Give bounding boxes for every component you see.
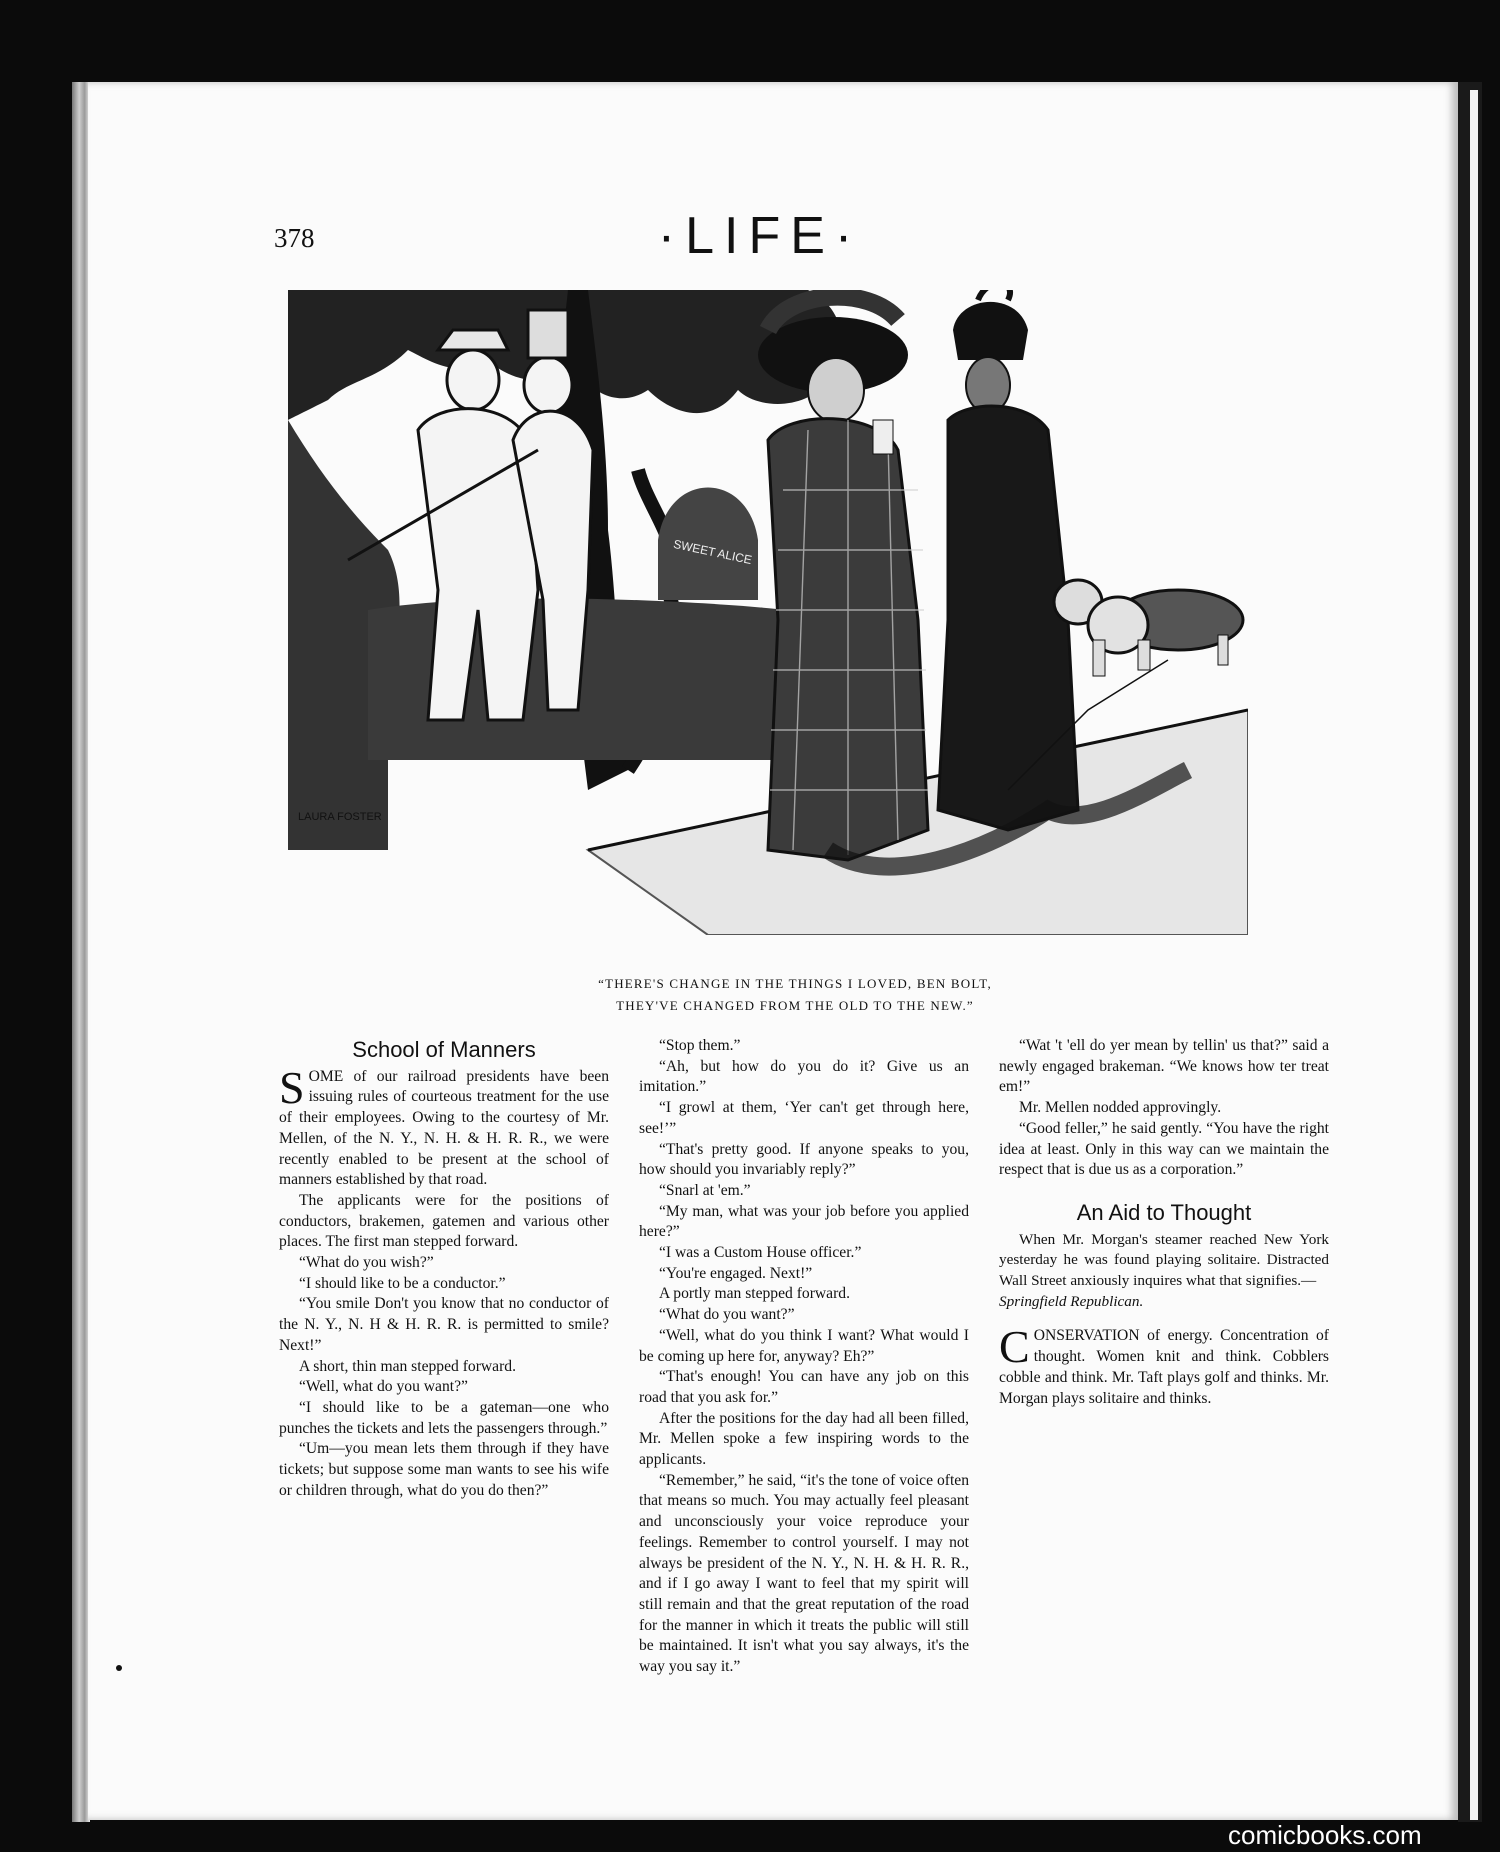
- caption-line-2: THEY'VE CHANGED FROM THE OLD TO THE NEW.”: [616, 998, 974, 1013]
- paragraph: “I should like to be a gateman—one who punches the tickets and lets the passengers through.”: [279, 1398, 609, 1437]
- paragraph: After the positions for the day had all been filled, Mr. Mellen spoke a few inspiring words to the applicants.: [639, 1409, 969, 1469]
- drop-cap-s: S: [279, 1061, 305, 1113]
- article-title-aid-to-thought: An Aid to Thought: [1076, 1199, 1252, 1225]
- paragraph: A portly man stepped forward.: [659, 1285, 850, 1303]
- next-page-edge: [1470, 90, 1478, 1820]
- paragraph: “Well, what do you think I want? What would I be coming up here for, anyway? Eh?”: [639, 1326, 969, 1365]
- paragraph: A short, thin man stepped forward.: [299, 1357, 516, 1375]
- article-title-school-of-manners: School of Manners: [352, 1037, 536, 1062]
- paragraph: “You're engaged. Next!”: [659, 1264, 813, 1282]
- aid-to-thought-attribution: Springfield Republican.: [999, 1292, 1144, 1310]
- cartoon-illustration: [288, 290, 1248, 935]
- paragraph: “I growl at them, ‘Yer can't get through here, see!’”: [639, 1099, 969, 1137]
- paragraph: “Well, what do you want?”: [299, 1378, 468, 1396]
- paragraph: “What do you want?”: [659, 1306, 795, 1324]
- paragraph: “Stop them.”: [659, 1037, 741, 1054]
- article-column-1: [279, 1037, 609, 1501]
- paragraph: “Snarl at 'em.”: [659, 1181, 751, 1199]
- paragraph: “That's pretty good. If anyone speaks to you, how should you invariably reply?”: [639, 1140, 969, 1179]
- conservation-text: ONSERVATION of energy. Concentration of thought. Women knit and think. Cobblers cobble and think. Mr. Taft plays golf and thinks. Mr. Morgan plays solitaire and thinks.: [999, 1327, 1329, 1407]
- page-number: 378: [274, 223, 315, 253]
- paragraph: “Um—you mean lets them through if they have tickets; but suppose some man wants to see his wife or children through, what do you do then?”: [279, 1440, 609, 1499]
- drop-cap-c: C: [999, 1321, 1030, 1373]
- illustration-caption: [560, 973, 1030, 1017]
- paragraph: “Ah, but how do you do it? Give us an imitation.”: [639, 1057, 969, 1096]
- paragraph: “Remember,” he said, “it's the tone of voice often that means so much. You may actually feel pleasant and unconsciously your voice reproduce your feelings. Remember to control yourself. I may not always be president of the N. Y., N. H. & H. R. R., and if I go away I want to feel that my spirit will still remain and that the great reputation of the road for the manner in which it treats the public will still be maintained. It isn't what you say always, it's the way you say it.”: [639, 1471, 969, 1676]
- paragraph: “I was a Custom House officer.”: [659, 1244, 862, 1262]
- paragraph: “What do you wish?”: [299, 1254, 434, 1272]
- aid-to-thought-text: When Mr. Morgan's steamer reached New York yesterday he was found playing solitaire. Distracted Wall Street anxiously inquires what that signifies.—: [999, 1230, 1329, 1290]
- gravestone-text: SWEET ALICE: [672, 536, 754, 568]
- paragraph: The applicants were for the positions of conductors, brakemen, gatemen and various other places. The first man stepped forward.: [279, 1191, 609, 1251]
- paragraph: “I should like to be a conductor.”: [299, 1274, 506, 1292]
- watermark: comicbooks.com: [1228, 1820, 1422, 1850]
- ink-dot: [116, 1665, 122, 1671]
- paragraph: Mr. Mellen nodded approvingly.: [1019, 1099, 1222, 1117]
- paragraph: “That's enough! You can have any job on this road that you ask for.”: [639, 1368, 969, 1406]
- aid-to-thought-body: [999, 1230, 1329, 1313]
- paragraph: “Wat 't 'ell do yer mean by tellin' us that?” said a newly engaged brakeman. “We knows how ter treat em!”: [999, 1037, 1329, 1096]
- paragraph: “Good feller,” he said gently. “You have the right idea at least. Only in this way can we maintain the respect that is due us as a corporation.”: [999, 1119, 1329, 1179]
- paragraph: “My man, what was your job before you applied here?”: [639, 1202, 969, 1241]
- article-column-3: [999, 1036, 1329, 1409]
- paragraph: “You smile Don't you know that no conductor of the N. Y., N. H & H. R. R. is permitted to smile? Next!”: [279, 1295, 609, 1354]
- article-column-2: [639, 1036, 969, 1678]
- caption-line-1: “THERE'S CHANGE IN THE THINGS I LOVED, BEN BOLT,: [598, 976, 992, 991]
- artist-signature: LAURA FOSTER: [298, 811, 382, 823]
- masthead-title: ·LIFE·: [657, 207, 863, 265]
- paragraph: OME of our railroad presidents have been issuing rules of courteous treatment for the use of their employees. Owing to the courtesy of Mr. Mellen, of the N. Y., N. H. & H. R. R., we were recently enabled to be present at the school of manners established by that road.: [279, 1067, 609, 1189]
